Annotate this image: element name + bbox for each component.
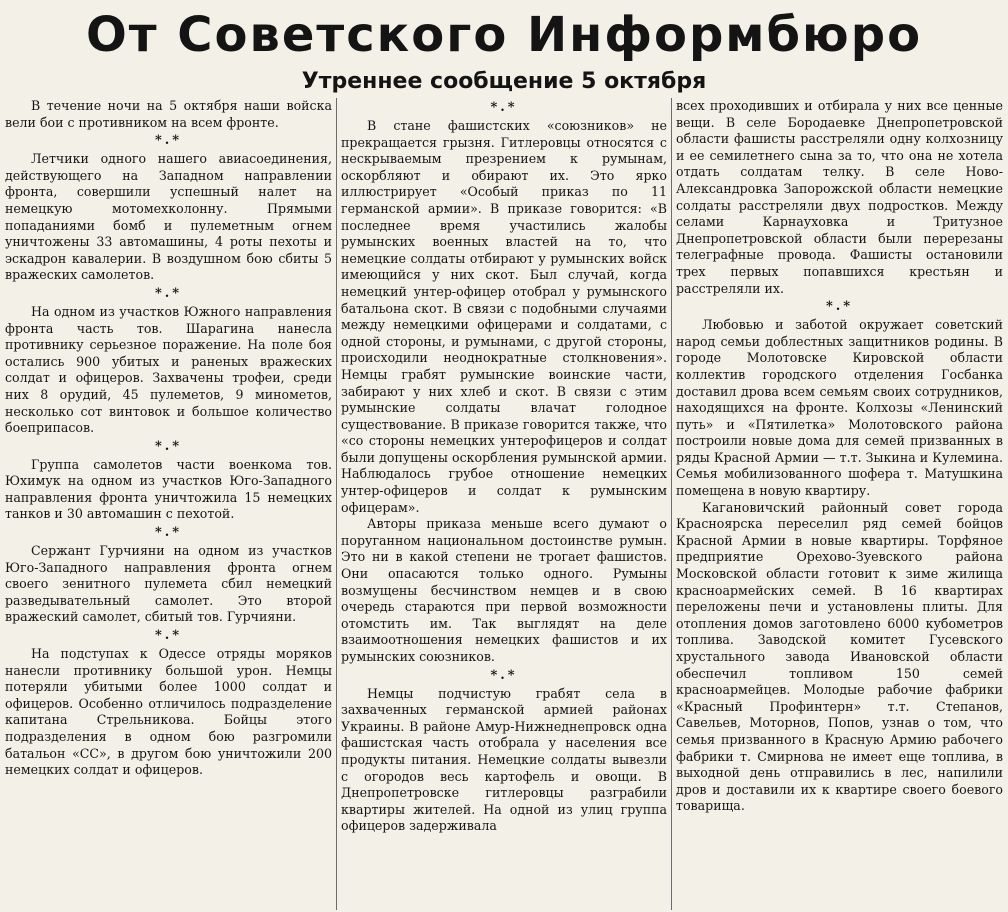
article-paragraph: На подступах к Одессе отряды моряков нанесли противнику большой урон. Немцы потеряли убитыми более 1000 солдат и офицеров. Особенно отличилось подразделение капитана Стрельникова. Бойцы этого подразделения в одном бою разгромили батальон «СС», в другом бою уничтожили 200 немецких солдат и офицеров. <box>5 646 332 778</box>
headline-subtitle: Утреннее сообщение 5 октября <box>301 69 707 94</box>
section-separator: *.* <box>490 100 518 115</box>
article-paragraph: В стане фашистских «союзников» не прекращается грызня. Гитлеровцы относятся с нескрываемым презрением к румынам, оскорбляют и обирают их. Это ярко иллюстрирует «Особый приказ по 11 германской армии». В приказе говорится: «В последнее время участились жалобы румынских военных властей на то, что немецкие солдаты отбирают у румынских войск имеющийся у них скот. Был случай, когда немецкий унтер-офицер отобрал у румынского батальона скот. В связи с подобными случаями между немецкими офицерами и солдатами, с одной стороны, и румынами, с другой стороны, происходили неоднократные столкновения». Немцы грабят румынские воинские части, забирают у них хлеб и скот. В связи с этим румынские солдаты влачат голодное существование. В приказе говорится также, что «со стороны немецких унтерофицеров и солдат были допущены оскорбления румынской армии. Наблюдалось грубое отношение немецких унтер-офицеров и солдат к румынским офицерам». <box>341 118 667 515</box>
article-paragraph: На одном из участков Южного направления фронта часть тов. Шарагина нанесла противнику серьезное поражение. На поле боя остались 900 убитых и раненых вражеских солдат и офицеров. Захвачены трофеи, среди них 8 орудий, 45 пулеметов, 9 минометов, несколько сот винтовок и большое количество боеприпасов. <box>5 303 332 436</box>
section-separator: *.* <box>154 438 183 454</box>
article-paragraph: Авторы приказа меньше всего думают о поруганном национальном достоинстве румын. Это ни в какой степени не трогает фашистов. Они опасаются только одного. Румыны возмущены бесчинством немцев и в свою очередь стараются при первой возможности отомстить им. Так выглядят на деле взаимоотношения немецких фашистов и их румынских союзников. <box>341 516 667 664</box>
article-paragraph: Летчики одного нашего авиасоединения, действующего на Западном направлении фронта, совершили успешный налет на немецкую мотомехколонну. Прямыми попаданиями бомб и пулеметным огнем уничтожены 33 автомашины, 4 роты пехоты и эскадрон кавалерии. В воздушном бою сбиты 5 вражеских самолетов. <box>5 151 332 283</box>
column-divider <box>671 98 672 910</box>
section-separator: *.* <box>154 133 183 149</box>
section-separator: *.* <box>490 667 518 683</box>
article-column-1 <box>5 98 332 910</box>
article-paragraph: Кагановичский районный совет города Красноярска переселил ряд семей бойцов Красной Армии в новые квартиры. Торфяное предприятие Орехово-Зуевского района Московской области готовит к зиме жилища красноармейских семей. В 16 квартирах переложены печи и установлены плиты. Для отопления домов заготовлено 6000 кубометров топлива. Заводской комитет Гусевского хрустального завода Ивановской области обеспечил топливом 150 семей красноармейцев. Молодые рабочие фабрики «Красный Профинтерн» т.т. Степанов, Савельев, Моторнов, Попов, узнав о том, что семья призванного в Красную Армию рабочего фабрики т. Смирнова не имеет еще топлива, в выходной день отправились в лес, напилили дров и доставили их к квартире своего боевого товарища. <box>676 499 1003 814</box>
column-divider <box>336 98 337 910</box>
article-paragraph: Группа самолетов части военкома тов. Юхимук на одном из участков Юго-Западного направления фронта уничтожила 15 немецких танков и 30 автомашин с пехотой. <box>5 456 332 522</box>
article-paragraph: Немцы подчистую грабят села в захваченных германской армией районах Украины. В районе Амур-Нижнеднепровск одна фашистская часть отобрала у населения все продукты питания. Немецкие солдаты вывезли с огородов весь картофель и овощи. В Днепропетровске гитлеровцы разграбили квартиры жителей. На одной из улиц группа офицеров задерживала <box>341 685 667 834</box>
section-separator: *.* <box>154 525 183 541</box>
article-column-2 <box>341 98 667 910</box>
section-separator: *.* <box>825 299 854 315</box>
article-paragraph: Сержант Гурчияни на одном из участков Юго-Западного направления фронта огнем своего зенитного пулемета сбил немецкий разведывательный самолет. Это второй вражеский самолет, сбитый тов. Гурчияни. <box>5 543 332 625</box>
section-separator: *.* <box>154 628 183 644</box>
article-paragraph: В течение ночи на 5 октября наши войска вели бои с противником на всем фронте. <box>5 98 332 130</box>
article-paragraph: Любовью и заботой окружает советский народ семьи доблестных защитников родины. В городе Молотовске Кировской области коллектив городского отделения Госбанка доставил дрова всем семьям своих сотрудников, находящихся на фронте. Колхозы «Ленинский путь» и «Пятилетка» Молотовского района построили новые дома для семей призванных в ряды Красной Армии — т.т. Зыкина и Кулемина. Семья мобилизованного шофера т. Матушкина помещена в новую квартиру. <box>676 317 1003 499</box>
article-paragraph: всех проходивших и отбирала у них все ценные вещи. В селе Бородаевке Днепропетровской области фашисты расстреляли одну колхозницу и ее семилетнего сына за то, что она не хотела отдать солдатам телку. В селе Ново-Александровка Запорожской области немецкие солдаты расстреляли двух подростков. Между селами Карнауховка и Тритузное Днепропетровской области были перерезаны телеграфные провода. Фашисты остановили трех первых попавшихся крестьян и расстреляли их. <box>676 98 1003 296</box>
section-separator: *.* <box>154 285 183 301</box>
headline-title: От Советского Информбюро <box>85 7 923 63</box>
article-column-3 <box>676 98 1003 910</box>
